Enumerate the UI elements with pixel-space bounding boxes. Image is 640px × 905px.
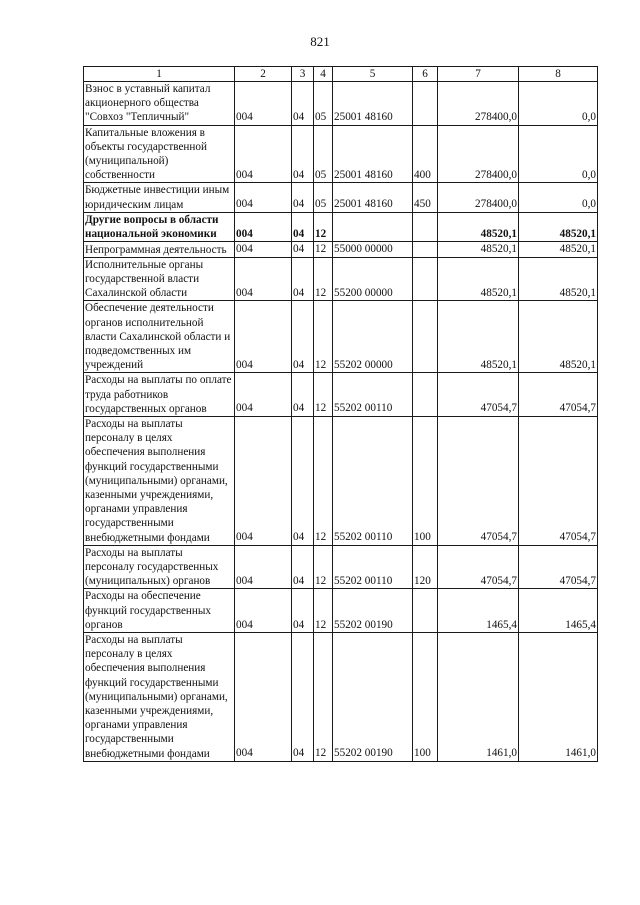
amount-cell: 0,0 bbox=[519, 125, 598, 183]
row-name-cell: Непрограммная деятельность bbox=[84, 242, 235, 258]
expense-type-cell bbox=[413, 82, 438, 126]
amount-cell: 1465,4 bbox=[438, 589, 519, 633]
expense-type-cell bbox=[413, 242, 438, 258]
amount-cell: 47054,7 bbox=[519, 545, 598, 589]
row-name-cell: Другие вопросы в области национальной экономики bbox=[84, 212, 235, 241]
subsection-code-cell: 12 bbox=[314, 301, 333, 373]
ministry-code-cell: 004 bbox=[235, 545, 292, 589]
ministry-code-cell: 004 bbox=[235, 257, 292, 301]
target-article-cell bbox=[333, 212, 413, 241]
table-row bbox=[84, 301, 598, 373]
amount-cell: 278400,0 bbox=[438, 183, 519, 212]
amount-cell: 47054,7 bbox=[519, 416, 598, 545]
target-article-cell: 55200 00000 bbox=[333, 257, 413, 301]
ministry-code-cell: 004 bbox=[235, 212, 292, 241]
target-article-cell: 25001 48160 bbox=[333, 125, 413, 183]
subsection-code-cell: 12 bbox=[314, 212, 333, 241]
amount-cell: 48520,1 bbox=[519, 301, 598, 373]
amount-cell: 0,0 bbox=[519, 82, 598, 126]
target-article-cell: 55202 00110 bbox=[333, 373, 413, 417]
header-cell: 4 bbox=[314, 67, 333, 82]
header-cell: 1 bbox=[84, 67, 235, 82]
target-article-cell: 55202 00000 bbox=[333, 301, 413, 373]
target-article-cell: 55202 00110 bbox=[333, 545, 413, 589]
row-name-cell: Расходы на выплаты персоналу государственных (муниципальных) органов bbox=[84, 545, 235, 589]
amount-cell: 48520,1 bbox=[438, 212, 519, 241]
amount-cell: 48520,1 bbox=[438, 242, 519, 258]
section-code-cell: 04 bbox=[292, 633, 314, 762]
section-code-cell: 04 bbox=[292, 416, 314, 545]
ministry-code-cell: 004 bbox=[235, 416, 292, 545]
budget-table bbox=[83, 66, 598, 762]
table-row bbox=[84, 633, 598, 762]
row-name-cell: Капитальные вложения в объекты государственной (муниципальной) собственности bbox=[84, 125, 235, 183]
section-code-cell: 04 bbox=[292, 373, 314, 417]
amount-cell: 278400,0 bbox=[438, 82, 519, 126]
table-row bbox=[84, 416, 598, 545]
target-article-cell: 55000 00000 bbox=[333, 242, 413, 258]
amount-cell: 1465,4 bbox=[519, 589, 598, 633]
section-code-cell: 04 bbox=[292, 257, 314, 301]
amount-cell: 47054,7 bbox=[438, 373, 519, 417]
section-code-cell: 04 bbox=[292, 212, 314, 241]
amount-cell: 47054,7 bbox=[438, 545, 519, 589]
target-article-cell: 25001 48160 bbox=[333, 82, 413, 126]
expense-type-cell: 400 bbox=[413, 125, 438, 183]
header-cell: 6 bbox=[413, 67, 438, 82]
amount-cell: 0,0 bbox=[519, 183, 598, 212]
ministry-code-cell: 004 bbox=[235, 125, 292, 183]
subsection-code-cell: 12 bbox=[314, 257, 333, 301]
subsection-code-cell: 12 bbox=[314, 545, 333, 589]
header-cell: 8 bbox=[519, 67, 598, 82]
table-row bbox=[84, 125, 598, 183]
amount-cell: 48520,1 bbox=[519, 242, 598, 258]
table-row bbox=[84, 82, 598, 126]
section-code-cell: 04 bbox=[292, 589, 314, 633]
header-cell: 7 bbox=[438, 67, 519, 82]
row-name-cell: Взнос в уставный капитал акционерного общества "Совхоз "Тепличный" bbox=[84, 82, 235, 126]
amount-cell: 48520,1 bbox=[519, 257, 598, 301]
row-name-cell: Расходы на выплаты персоналу в целях обеспечения выполнения функций государственными (муниципальными) органами, казенными учреждениями, органами управления государственными внебюджетными фондами bbox=[84, 416, 235, 545]
table-row bbox=[84, 183, 598, 212]
subsection-code-cell: 12 bbox=[314, 416, 333, 545]
expense-type-cell: 100 bbox=[413, 416, 438, 545]
table-row bbox=[84, 242, 598, 258]
ministry-code-cell: 004 bbox=[235, 82, 292, 126]
expense-type-cell bbox=[413, 301, 438, 373]
expense-type-cell: 100 bbox=[413, 633, 438, 762]
ministry-code-cell: 004 bbox=[235, 589, 292, 633]
subsection-code-cell: 12 bbox=[314, 633, 333, 762]
ministry-code-cell: 004 bbox=[235, 301, 292, 373]
amount-cell: 1461,0 bbox=[438, 633, 519, 762]
row-name-cell: Расходы на выплаты персоналу в целях обеспечения выполнения функций государственными (муниципальными) органами, казенными учреждениями, органами управления государственными внебюджетными фондами bbox=[84, 633, 235, 762]
amount-cell: 278400,0 bbox=[438, 125, 519, 183]
table-row bbox=[84, 257, 598, 301]
expense-type-cell: 120 bbox=[413, 545, 438, 589]
amount-cell: 48520,1 bbox=[438, 301, 519, 373]
header-cell: 3 bbox=[292, 67, 314, 82]
section-code-cell: 04 bbox=[292, 545, 314, 589]
header-cell: 2 bbox=[235, 67, 292, 82]
row-name-cell: Обеспечение деятельности органов исполнительной власти Сахалинской области и подведомственных им учреждений bbox=[84, 301, 235, 373]
amount-cell: 48520,1 bbox=[438, 257, 519, 301]
subsection-code-cell: 05 bbox=[314, 125, 333, 183]
subsection-code-cell: 05 bbox=[314, 183, 333, 212]
subsection-code-cell: 12 bbox=[314, 589, 333, 633]
section-code-cell: 04 bbox=[292, 242, 314, 258]
subsection-code-cell: 05 bbox=[314, 82, 333, 126]
header-cell: 5 bbox=[333, 67, 413, 82]
expense-type-cell bbox=[413, 589, 438, 633]
ministry-code-cell: 004 bbox=[235, 242, 292, 258]
target-article-cell: 55202 00110 bbox=[333, 416, 413, 545]
amount-cell: 48520,1 bbox=[519, 212, 598, 241]
section-code-cell: 04 bbox=[292, 82, 314, 126]
expense-type-cell: 450 bbox=[413, 183, 438, 212]
table-row bbox=[84, 373, 598, 417]
ministry-code-cell: 004 bbox=[235, 373, 292, 417]
subsection-code-cell: 12 bbox=[314, 242, 333, 258]
section-code-cell: 04 bbox=[292, 125, 314, 183]
row-name-cell: Бюджетные инвестиции иным юридическим лицам bbox=[84, 183, 235, 212]
page-number: 821 bbox=[310, 34, 330, 49]
row-name-cell: Расходы на выплаты по оплате труда работников государственных органов bbox=[84, 373, 235, 417]
amount-cell: 47054,7 bbox=[438, 416, 519, 545]
expense-type-cell bbox=[413, 212, 438, 241]
target-article-cell: 55202 00190 bbox=[333, 589, 413, 633]
subsection-code-cell: 12 bbox=[314, 373, 333, 417]
row-name-cell: Расходы на обеспечение функций государственных органов bbox=[84, 589, 235, 633]
amount-cell: 1461,0 bbox=[519, 633, 598, 762]
ministry-code-cell: 004 bbox=[235, 633, 292, 762]
table-row bbox=[84, 589, 598, 633]
target-article-cell: 55202 00190 bbox=[333, 633, 413, 762]
header-row bbox=[84, 67, 598, 82]
row-name-cell: Исполнительные органы государственной власти Сахалинской области bbox=[84, 257, 235, 301]
expense-type-cell bbox=[413, 373, 438, 417]
section-code-cell: 04 bbox=[292, 301, 314, 373]
target-article-cell: 25001 48160 bbox=[333, 183, 413, 212]
expense-type-cell bbox=[413, 257, 438, 301]
table-row bbox=[84, 545, 598, 589]
section-code-cell: 04 bbox=[292, 183, 314, 212]
amount-cell: 47054,7 bbox=[519, 373, 598, 417]
table-row bbox=[84, 212, 598, 241]
ministry-code-cell: 004 bbox=[235, 183, 292, 212]
